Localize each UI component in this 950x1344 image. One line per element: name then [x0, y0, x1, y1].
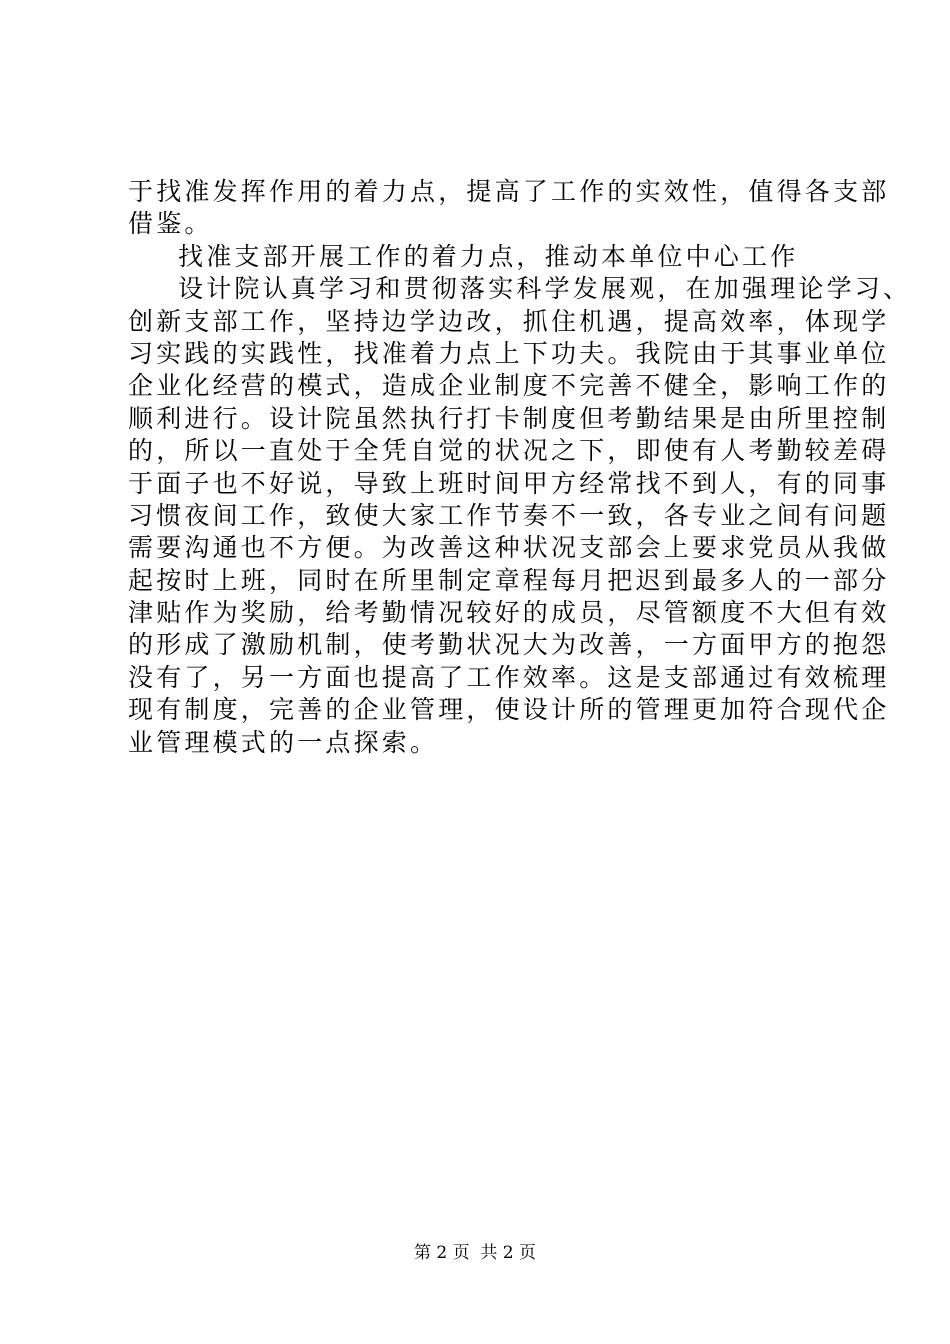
text-line: 企业化经营的模式，造成企业制度不完善不健全，影响工作的	[128, 371, 890, 401]
section-heading: 找准支部开展工作的着力点，推动本单位中心工作	[178, 241, 799, 271]
text-line: 没有了，另一方面也提高了工作效率。这是支部通过有效梳理	[128, 662, 890, 692]
text-line: 借鉴。	[128, 209, 213, 239]
text-line: 习惯夜间工作，致使大家工作节奏不一致，各专业之间有问题	[128, 500, 890, 530]
text-line: 顺利进行。设计院虽然执行打卡制度但考勤结果是由所里控制	[128, 403, 890, 433]
text-line: 的，所以一直处于全凭自觉的状况之下，即使有人考勤较差碍	[128, 436, 890, 466]
text-line: 业管理模式的一点探索。	[128, 727, 439, 757]
text-line: 起按时上班，同时在所里制定章程每月把迟到最多人的一部分	[128, 565, 890, 595]
text-line: 习实践的实践性，找准着力点上下功夫。我院由于其事业单位	[128, 338, 890, 368]
text-line: 于面子也不好说，导致上班时间甲方经常找不到人，有的同事	[128, 468, 890, 498]
text-line: 需要沟通也不方便。为改善这种状况支部会上要求党员从我做	[128, 533, 890, 563]
page-number-footer: 第 2 页 共 2 页	[413, 1243, 537, 1263]
paragraph-first-line: 设计院认真学习和贯彻落实科学发展观，在加强理论学习、	[178, 274, 912, 304]
text-line: 津贴作为奖励，给考勤情况较好的成员，尽管额度不大但有效	[128, 598, 890, 628]
text-line: 的形成了激励机制，使考勤状况大为改善，一方面甲方的抱怨	[128, 630, 890, 660]
text-line: 创新支部工作，坚持边学边改，抓住机遇，提高效率，体现学	[128, 306, 890, 336]
document-body	[128, 176, 912, 759]
text-line: 于找准发挥作用的着力点，提高了工作的实效性，值得各支部	[128, 177, 890, 206]
text-line: 现有制度，完善的企业管理，使设计所的管理更加符合现代企	[128, 695, 890, 725]
